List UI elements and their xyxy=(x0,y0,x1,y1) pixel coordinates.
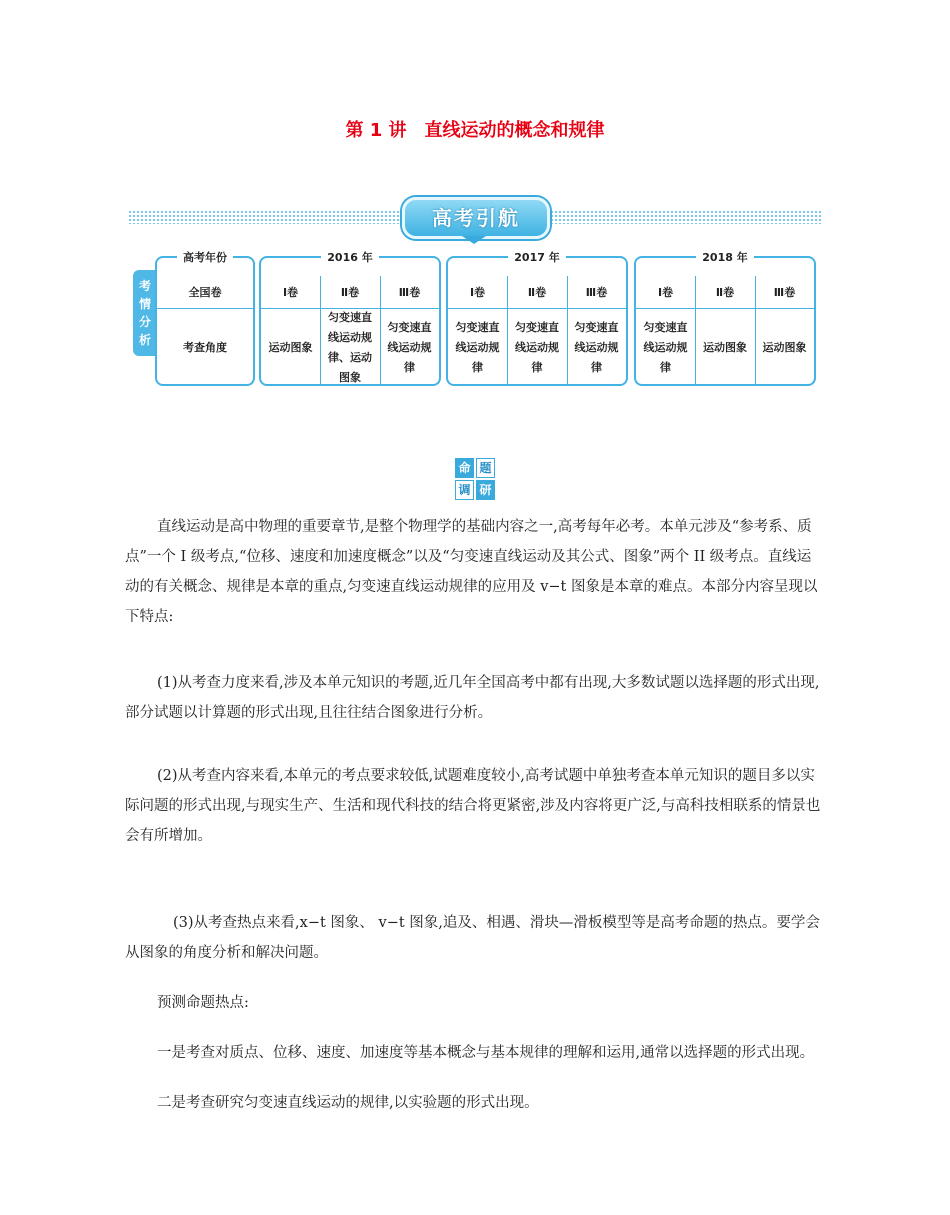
year-label: 2017 年 xyxy=(508,251,565,264)
section-badge xyxy=(455,458,495,500)
side-tab-char: 情 xyxy=(138,297,151,311)
paragraph-forecast-2: 二是考查研究匀变速直线运动的规律,以实验题的形式出现。 xyxy=(157,1095,539,1111)
badge-char: 调 xyxy=(455,480,474,500)
table-box-2016 xyxy=(259,251,441,386)
paper-label: Ⅰ卷 xyxy=(657,286,674,299)
paper-label: Ⅰ卷 xyxy=(282,286,299,299)
topic-cell: 匀变速直线运动规律 xyxy=(643,321,688,374)
table-box-header xyxy=(155,251,255,386)
header-year-label: 高考年份 xyxy=(177,251,233,264)
paper-label: Ⅱ卷 xyxy=(527,286,547,299)
topic-cell: 匀变速直线运动规律 xyxy=(574,321,619,374)
paragraph-point-2: (2)从考查内容来看,本单元的考点要求较低,试题难度较小,高考试题中单独考查本单元知识的题目多以实际问题的形式出现,与现实生产、生活和现代科技的结合将更紧密,涉及内容将更广泛,与高科技相联系的情景也会有所增加。 xyxy=(125,768,821,844)
topic-cell: 匀变速直线运动规律 xyxy=(515,321,559,374)
banner-dots-right xyxy=(550,210,822,224)
topic-cell: 匀变速直线运动规律 xyxy=(455,321,500,374)
row-label-topic: 考查角度 xyxy=(183,341,227,354)
paper-label: Ⅲ卷 xyxy=(773,286,796,299)
badge-char: 命 xyxy=(455,458,474,478)
banner-dots-left xyxy=(128,210,400,224)
paper-label: Ⅱ卷 xyxy=(340,286,360,299)
badge-char: 研 xyxy=(476,480,495,500)
paper-label: Ⅲ卷 xyxy=(585,286,608,299)
side-tab-label xyxy=(133,270,157,356)
paper-label: Ⅲ卷 xyxy=(398,286,421,299)
topic-cell: 运动图象 xyxy=(703,341,747,354)
badge-char: 题 xyxy=(476,458,495,478)
paragraph-intro: 直线运动是高中物理的重要章节,是整个物理学的基础内容之一,高考每年必考。本单元涉及“参考系、质点”一个 I 级考点,“位移、速度和加速度概念”以及“匀变速直线运动及其公式、图象”两个 II 级考点。直线运动的有关概念、规律是本章的重点,匀变速直线运动规律的应用及 v−t 图象是本章的难点。本部分内容呈现以下特点: xyxy=(125,519,818,625)
paragraph-forecast-heading: 预测命题热点: xyxy=(157,995,249,1011)
paper-label: Ⅱ卷 xyxy=(715,286,735,299)
table-box-2018 xyxy=(634,251,816,386)
topic-cell: 匀变速直线运动规律 xyxy=(387,321,432,374)
paper-label: Ⅰ卷 xyxy=(469,286,486,299)
side-tab-char: 析 xyxy=(138,333,151,347)
side-tab-char: 考 xyxy=(138,279,151,293)
banner-pointer-icon xyxy=(462,236,486,244)
year-label: 2018 年 xyxy=(696,251,753,264)
topic-cell: 匀变速直线运动规律、运动图象 xyxy=(328,311,372,384)
paragraph-forecast-1: 一是考查对质点、位移、速度、加速度等基本概念与基本规律的理解和运用,通常以选择题的形式出现。 xyxy=(157,1045,815,1061)
row-label-paper: 全国卷 xyxy=(188,286,222,299)
year-label: 2016 年 xyxy=(321,251,378,264)
topic-cell: 运动图象 xyxy=(268,341,313,354)
paragraph-point-3: (3)从考查热点来看,x−t 图象、 v−t 图象,追及、相遇、滑块—滑板模型等是高考命题的热点。要学会从图象的角度分析和解决问题。 xyxy=(125,915,820,961)
table-box-2017 xyxy=(446,251,628,386)
side-tab-char: 分 xyxy=(138,315,151,329)
section-banner: 高考引航 xyxy=(402,197,550,239)
topic-cell: 运动图象 xyxy=(762,341,807,354)
page-title: 第 1 讲 直线运动的概念和规律 xyxy=(345,120,605,141)
paragraph-point-1: (1)从考查力度来看,涉及本单元知识的考题,近几年全国高考中都有出现,大多数试题以选择题的形式出现,部分试题以计算题的形式出现,且往往结合图象进行分析。 xyxy=(125,675,820,721)
